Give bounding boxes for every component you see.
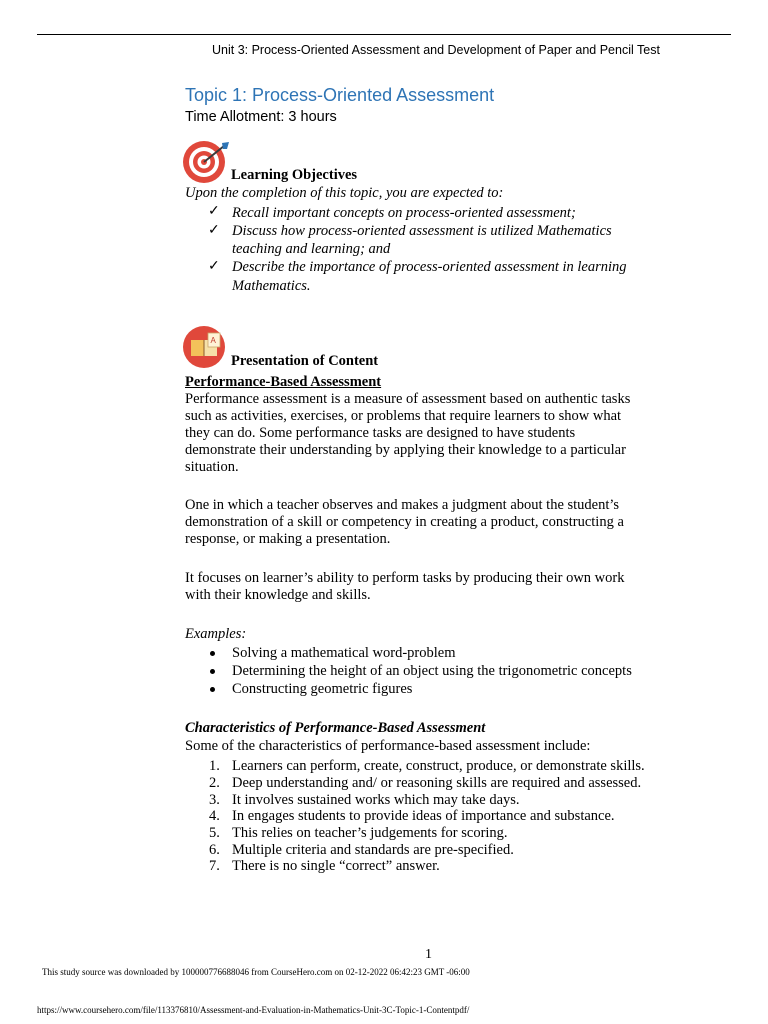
characteristic-item: It involves sustained works which may take days. <box>232 792 520 808</box>
characteristic-item: There is no single “correct” answer. <box>232 858 440 874</box>
objective-item-2-line-2: teaching and learning; and <box>232 241 391 257</box>
objective-item-2-line-1: Discuss how process-oriented assessment is utilized Mathematics <box>232 223 612 239</box>
check-icon: ✓ <box>208 204 220 219</box>
running-header: Unit 3: Process-Oriented Assessment and Development of Paper and Pencil Test <box>212 43 660 57</box>
para2-line-2: demonstration of a skill or competency in creating a product, constructing a <box>185 514 624 530</box>
content-subheading: Performance-Based Assessment <box>185 374 382 390</box>
para1-line-4: demonstrate their understanding by applying their knowledge to a particular <box>185 442 626 458</box>
para3-line-1: It focuses on learner’s ability to perform tasks by producing their own work <box>185 570 625 586</box>
objectives-intro: Upon the completion of this topic, you are expected to: <box>185 185 504 201</box>
para1-line-1: Performance assessment is a measure of assessment based on authentic tasks <box>185 391 631 407</box>
objective-item-3-line-1: Describe the importance of process-oriented assessment in learning <box>232 259 627 275</box>
header-rule <box>37 34 731 35</box>
bullet-icon <box>210 651 215 656</box>
list-number: 6. <box>209 842 220 858</box>
list-number: 2. <box>209 775 220 791</box>
example-item: Solving a mathematical word-problem <box>232 645 456 661</box>
characteristic-item: Deep understanding and/ or reasoning skills are required and assessed. <box>232 775 642 791</box>
list-number: 1. <box>209 758 220 774</box>
characteristics-intro: Some of the characteristics of performance-based assessment include: <box>185 738 591 754</box>
check-icon: ✓ <box>208 223 220 238</box>
characteristic-item: This relies on teacher’s judgements for scoring. <box>232 825 508 841</box>
para2-line-3: response, or making a presentation. <box>185 531 391 547</box>
page-number: 1 <box>425 947 432 962</box>
characteristic-item: Learners can perform, create, construct, produce, or demonstrate skills. <box>232 758 645 774</box>
example-item: Determining the height of an object using the trigonometric concepts <box>232 663 632 679</box>
para3-line-2: with their knowledge and skills. <box>185 587 371 603</box>
examples-label: Examples: <box>185 626 247 642</box>
characteristic-item: In engages students to provide ideas of importance and substance. <box>232 808 615 824</box>
time-allotment: Time Allotment: 3 hours <box>185 109 337 125</box>
para1-line-2: such as activities, exercises, or problems that require learners to show what <box>185 408 622 424</box>
characteristic-item: Multiple criteria and standards are pre-specified. <box>232 842 514 858</box>
list-number: 7. <box>209 858 220 874</box>
objective-item-1-line-1: Recall important concepts on process-oriented assessment; <box>232 205 576 221</box>
book-icon <box>182 325 232 369</box>
content-heading: Presentation of Content <box>231 353 379 369</box>
objectives-heading: Learning Objectives <box>231 167 358 183</box>
svg-text:A: A <box>210 336 216 345</box>
para1-line-3: they can do. Some performance tasks are designed to have students <box>185 425 576 441</box>
topic-title: Topic 1: Process-Oriented Assessment <box>185 85 495 105</box>
bullet-icon <box>210 669 215 674</box>
objective-item-3-line-2: Mathematics. <box>232 278 311 294</box>
list-number: 4. <box>209 808 220 824</box>
list-number: 5. <box>209 825 220 841</box>
list-number: 3. <box>209 792 220 808</box>
bullet-icon <box>210 687 215 692</box>
characteristics-heading: Characteristics of Performance-Based Assessment <box>185 720 486 736</box>
download-notice: This study source was downloaded by 100000776688046 from CourseHero.com on 02-12-2022 06:42:23 GMT -06:00 <box>42 967 470 977</box>
target-icon <box>182 140 232 184</box>
example-item: Constructing geometric figures <box>232 681 413 697</box>
para1-line-5: situation. <box>185 459 239 475</box>
source-url[interactable]: https://www.coursehero.com/file/113376810/Assessment-and-Evaluation-in-Mathematics-Unit-3C-Topic-1-Contentpdf/ <box>37 1005 470 1015</box>
para2-line-1: One in which a teacher observes and makes a judgment about the student’s <box>185 497 620 513</box>
check-icon: ✓ <box>208 259 220 274</box>
